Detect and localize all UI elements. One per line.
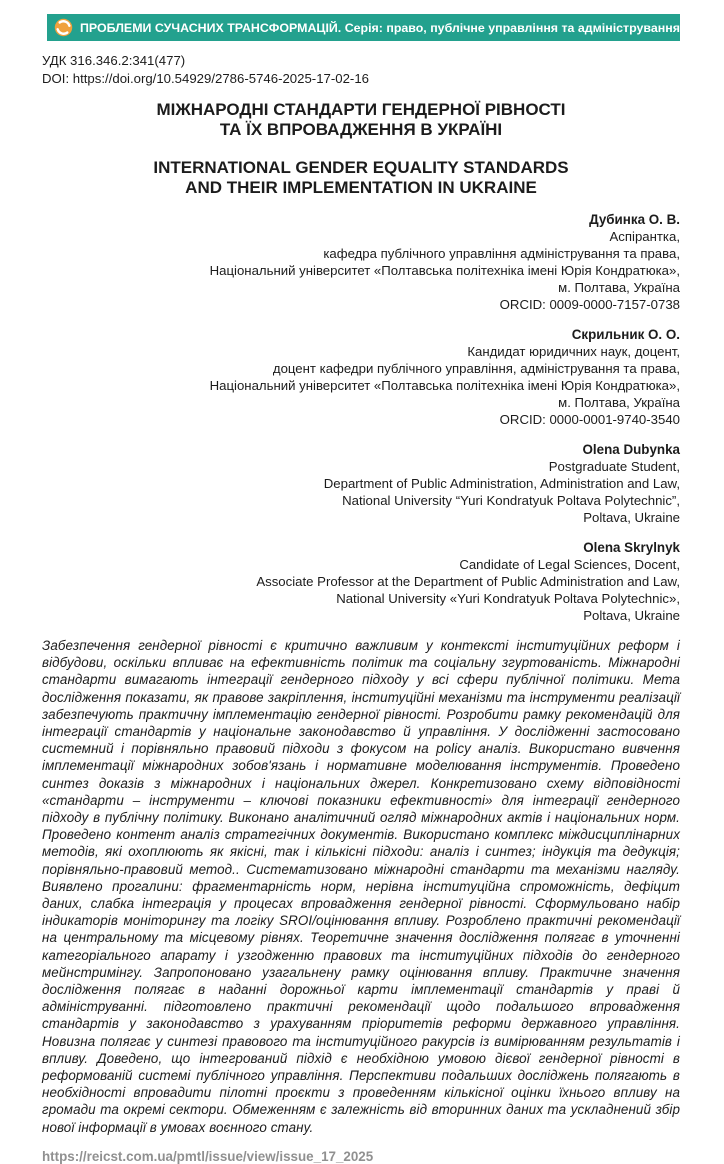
article-meta	[42, 52, 680, 88]
article-title-en-line1: INTERNATIONAL GENDER EQUALITY STANDARDS	[153, 158, 569, 177]
author-block-uk-1	[42, 211, 680, 313]
author-department: доцент кафедри публічного управління, адміністрування та права,	[272, 361, 680, 376]
author-department: Associate Professor at the Department of Public Administration and Law,	[256, 574, 680, 589]
author-position: Аспірантка,	[609, 229, 680, 244]
author-university: National University «Yuri Kondratyuk Poltava Polytechnic»,	[336, 591, 680, 606]
journal-title-main: ПРОБЛЕМИ СУЧАСНИХ ТРАНСФОРМАЦІЙ.	[80, 20, 342, 35]
author-name: Olena Dubynka	[582, 442, 680, 457]
issue-url-link[interactable]: https://reicst.com.ua/pmtl/issue/view/issue_17_2025	[42, 1149, 374, 1164]
author-block-en-2	[42, 539, 680, 624]
article-title-uk	[42, 100, 680, 140]
author-city: м. Полтава, Україна	[558, 395, 680, 410]
journal-logo-swirl-icon	[54, 18, 73, 37]
article-title-uk-line1: МІЖНАРОДНІ СТАНДАРТИ ГЕНДЕРНОЇ РІВНОСТІ	[156, 100, 566, 119]
author-university: Національний університет «Полтавська політехніка імені Юрія Кондратюка»,	[209, 263, 680, 278]
udc-line: УДК 316.346.2:341(477)	[42, 53, 186, 68]
article-title-en-line2: AND THEIR IMPLEMENTATION IN UKRAINE	[185, 178, 537, 197]
doi-link[interactable]: DOI: https://doi.org/10.54929/2786-5746-2025-17-02-16	[42, 71, 369, 86]
author-city: Poltava, Ukraine	[583, 510, 680, 525]
author-department: кафедра публічного управління адміністрування та права,	[323, 246, 680, 261]
author-position: Кандидат юридичних наук, доцент,	[467, 344, 680, 359]
author-name: Дубинка О. В.	[589, 212, 680, 227]
article-title-uk-line2: ТА ЇХ ВПРОВАДЖЕННЯ В УКРАЇНІ	[219, 120, 503, 139]
journal-banner	[47, 14, 680, 41]
author-position: Postgraduate Student,	[548, 459, 680, 474]
orcid-line[interactable]: ORCID: 0009-0000-7157-0738	[499, 297, 680, 312]
author-department: Department of Public Administration, Administration and Law,	[323, 476, 680, 491]
author-city: Poltava, Ukraine	[583, 608, 680, 623]
author-block-uk-2	[42, 326, 680, 428]
orcid-line[interactable]: ORCID: 0000-0001-9740-3540	[499, 412, 680, 427]
author-university: Національний університет «Полтавська політехніка імені Юрія Кондратюка»,	[209, 378, 680, 393]
journal-title-series: Серія: право, публічне управління та адміністрування	[344, 20, 680, 35]
author-university: National University “Yuri Kondratyuk Poltava Polytechnic”,	[342, 493, 680, 508]
journal-title	[80, 21, 680, 35]
abstract-paragraph: Забезпечення гендерної рівності є критично важливим у контексті інституційних реформ і відбудови, оскільки впливає на ефективність політик та соціальну згуртованість. Міжнародні стандарти вимагають інтеграції гендерного підходу у всі сфери публічної політики. Мета дослідження показати, як правове закріплення, інституційні механізми та інструменти реалізації забезпечують практичну імплементацію гендерної рівності. Розробити рамку рекомендацій для інтеграції стандартів у національне законодавство й управління. У дослідженні застосовано системний і порівняльно правовий підходи з фокусом на policy аналіз. Використано вивчення імплементації міжнародних зобов'язань і нормативне моделювання інструментів. Проведено синтез доказів з міжнародних і національних джерел. Конкретизовано схему відповідності «стандарти – інструменти – ключові показники ефективності» для інтеграції гендерного підходу в публічну політику. Виконано аналітичний огляд міжнародних актів і національних норм. Проведено контент аналіз стратегічних документів. Використано комплекс міждисциплінарних методів, які охоплюють як якісні, так і кількісні підходи: аналіз і синтез; індукція та дедукція; порівняльно-правовий метод.. Систематизовано міжнародні стандарти та механізми нагляду. Виявлено прогалини: фрагментарність норм, нерівна інституційна спроможність, дефіцит даних, слабка інтеграція у процесах впровадження гендерної рівності. Сформульовано набір індикаторів моніторингу та логіку SROI/оцінювання впливу. Розроблено практичні рекомендації на центральному та місцевому рівнях. Теоретичне значення дослідження полягає в уточненні категоріального апарату і узгодженню правових та інституційних підходів до гендерного мейнстримінгу. Запропоновано узагальнену рамку оцінювання впливу. Практичне значення дослідження полягає в наданні дорожньої карти імплементації стандартів у праві й адмініструванні. підготовлено практичні рекомендації щодо подальшого впровадження стандартів у законодавство з урахуванням пріоритетів реформи державного управління. Новизна полягає у синтезі правового та інституційного ракурсів із вимірюванням результатів і впливу. Доведено, що інтегрований підхід є необхідною умовою дієвої гендерної рівності в реформованій системі публічного управління. Перспективи подальших досліджень полягають в необхідності впровадити пілотні проєкти з проведенням кількісної оцінки їхнього впливу на громади та окремі сектори. Обмеженням є залежність від вторинних даних та ускладнений збір нової інформації в умовах воєнного стану.	[42, 638, 680, 1135]
author-city: м. Полтава, Україна	[558, 280, 680, 295]
author-position: Candidate of Legal Sciences, Docent,	[459, 557, 680, 572]
author-blocks	[42, 211, 680, 624]
author-name: Olena Skrylnyk	[583, 540, 680, 555]
article-title-en	[42, 158, 680, 198]
author-block-en-1	[42, 441, 680, 526]
author-name: Скрильник О. О.	[571, 327, 680, 342]
